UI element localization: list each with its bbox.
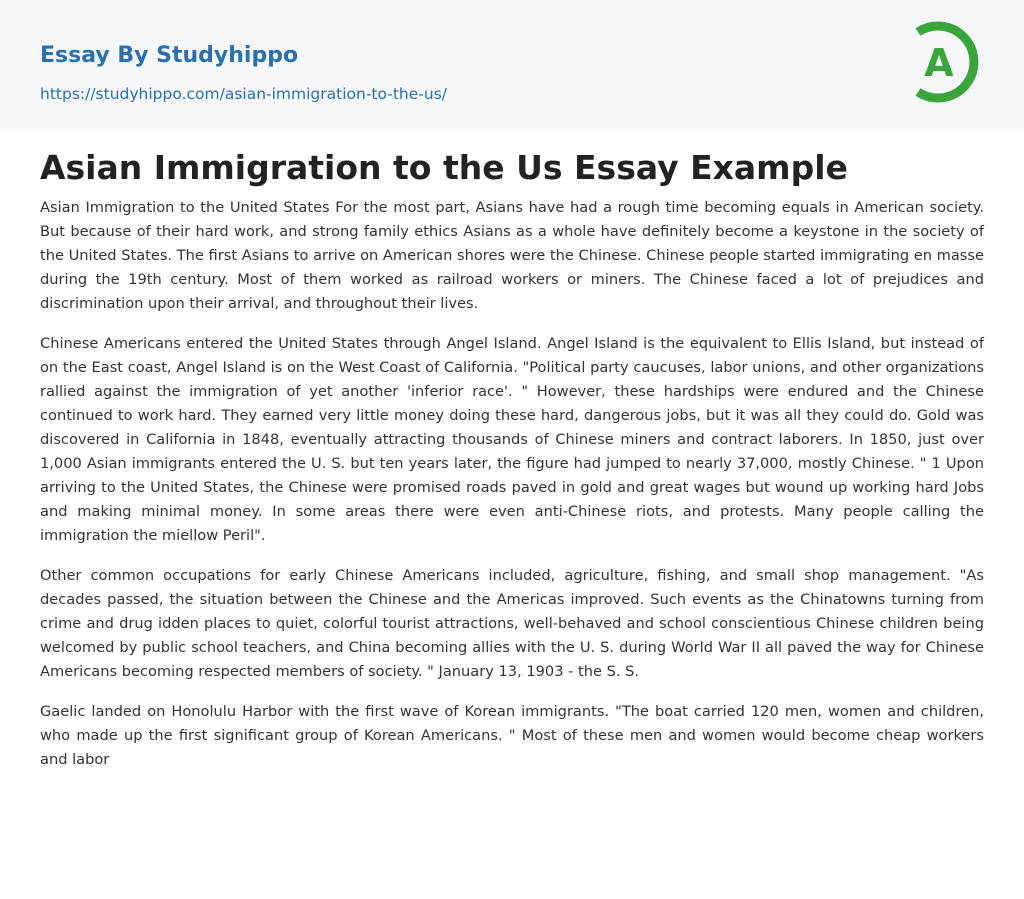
essay-paragraph-1: Asian Immigration to the United States For the most part, Asians have had a rough time becoming equals in American society. But because of their hard work, and strong family ethics Asians as a whole have definitely become a keystone in the society of the United States. The first Asians to arrive on American shores were the Chinese. Chinese people started immigrating en masse during the 19th century. Most of them worked as railroad workers or miners. The Chinese faced a lot of prejudices and discrimination upon their arrival, and throughout their lives. (40, 199, 984, 312)
studyhippo-logo-icon (907, 18, 989, 106)
brand-title: Essay By Studyhippo (40, 43, 299, 68)
page-title: Asian Immigration to the Us Essay Example (40, 148, 848, 187)
logo-letter: A (924, 41, 954, 85)
site-header (0, 0, 1024, 129)
source-url-link[interactable]: https://studyhippo.com/asian-immigration-to-the-us/ (40, 85, 448, 103)
essay-body (40, 196, 984, 772)
essay-paragraph-4: Gaelic landed on Honolulu Harbor with the first wave of Korean immigrants. "The boat carried 120 men, women and children, who made up the first significant group of Korean Americans. " Most of these men and women would become cheap workers and labor (40, 703, 984, 768)
essay-paragraph-3: Other common occupations for early Chinese Americans included, agriculture, fishing, and small shop management. "As decades passed, the situation between the Chinese and the Americas improved. Such events as the Chinatowns turning from crime and drug idden places to quiet, colorful tourist attractions, well-behaved and school conscientious Chinese children being welcomed by public school teachers, and China becoming allies with the U. S. during World War II all paved the way for Chinese Americans becoming respected members of society. " January 13, 1903 - the S. S. (40, 567, 984, 680)
essay-paragraph-2: Chinese Americans entered the United States through Angel Island. Angel Island is the equivalent to Ellis Island, but instead of on the East coast, Angel Island is on the West Coast of California. "Political party caucuses, labor unions, and other organizations rallied against the immigration of yet another 'inferior race'. " However, these hardships were endured and the Chinese continued to work hard. They earned very little money doing these hard, dangerous jobs, but it was all they could do. Gold was discovered in California in 1848, eventually attracting thousands of Chinese miners and contract laborers. In 1850, just over 1,000 Asian immigrants entered the U. S. but ten years later, the figure had jumped to nearly 37,000, mostly Chinese. " 1 Upon arriving to the United States, the Chinese were promised roads paved in gold and great wages but wound up working hard Jobs and making minimal money. In some areas there were even anti-Chinese riots, and protests. Many people calling the immigration the miellow Peril". (40, 335, 984, 544)
article (40, 144, 984, 788)
